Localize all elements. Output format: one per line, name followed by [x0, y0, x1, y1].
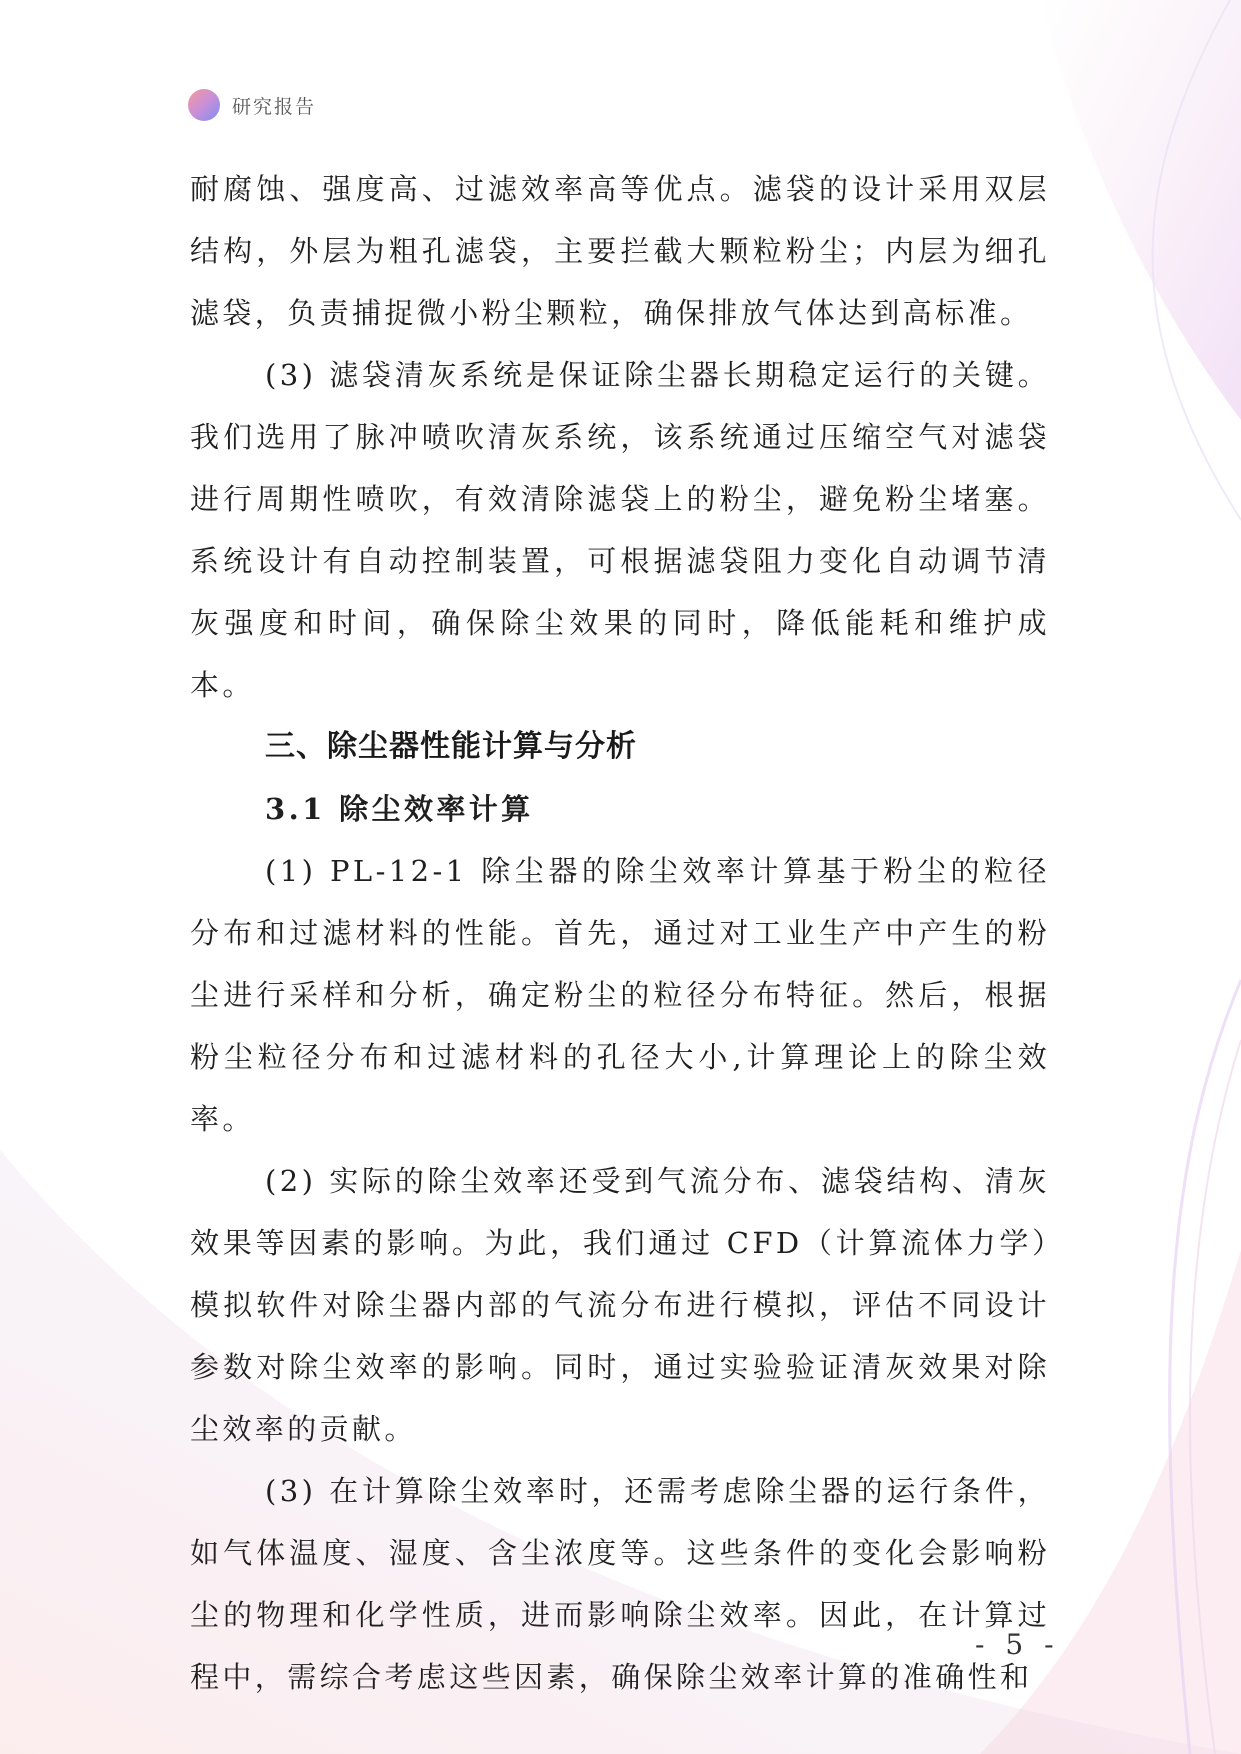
- page-number: - 5 -: [975, 1628, 1060, 1661]
- paragraph-continuation: 耐腐蚀、强度高、过滤效率高等优点。滤袋的设计采用双层结构，外层为粗孔滤袋，主要拦截大颗粒粉尘；内层为细孔滤袋，负责捕捉微小粉尘颗粒，确保排放气体达到高标准。: [190, 172, 1050, 330]
- document-body: [190, 158, 1050, 1708]
- page-header: [188, 88, 316, 122]
- paragraph-operating-conditions: (3) 在计算除尘效率时，还需考虑除尘器的运行条件，如气体温度、湿度、含尘浓度等。这些条件的变化会影响粉尘的物理和化学性质，进而影响除尘效率。因此，在计算过程中，需综合考虑这些因素，确保除尘效率计算的准确性和: [190, 1474, 1050, 1694]
- report-logo-icon: [188, 89, 220, 121]
- header-title: 研究报告: [232, 95, 317, 118]
- subsection-heading: 3.1 除尘效率计算: [265, 792, 534, 826]
- paragraph-cleaning-system: (3) 滤袋清灰系统是保证除尘器长期稳定运行的关键。我们选用了脉冲喷吹清灰系统，该系统通过压缩空气对滤袋进行周期性喷吹，有效清除滤袋上的粉尘，避免粉尘堵塞。系统设计有自动控制装置，可根据滤袋阻力变化自动调节清灰强度和时间，确保除尘效果的同时，降低能耗和维护成本。: [190, 358, 1050, 702]
- paragraph-cfd-simulation: (2) 实际的除尘效率还受到气流分布、滤袋结构、清灰效果等因素的影响。为此，我们通过 CFD（计算流体力学）模拟软件对除尘器内部的气流分布进行模拟，评估不同设计参数对除尘效率的影响。同时，通过实验验证清灰效果对除尘效率的贡献。: [190, 1164, 1050, 1446]
- section-heading: 三、除尘器性能计算与分析: [265, 729, 637, 764]
- paragraph-efficiency-basis: (1) PL-12-1 除尘器的除尘效率计算基于粉尘的粒径分布和过滤材料的性能。首先，通过对工业生产中产生的粉尘进行采样和分析，确定粉尘的粒径分布特征。然后，根据粉尘粒径分布和过滤材料的孔径大小,计算理论上的除尘效率。: [190, 854, 1050, 1136]
